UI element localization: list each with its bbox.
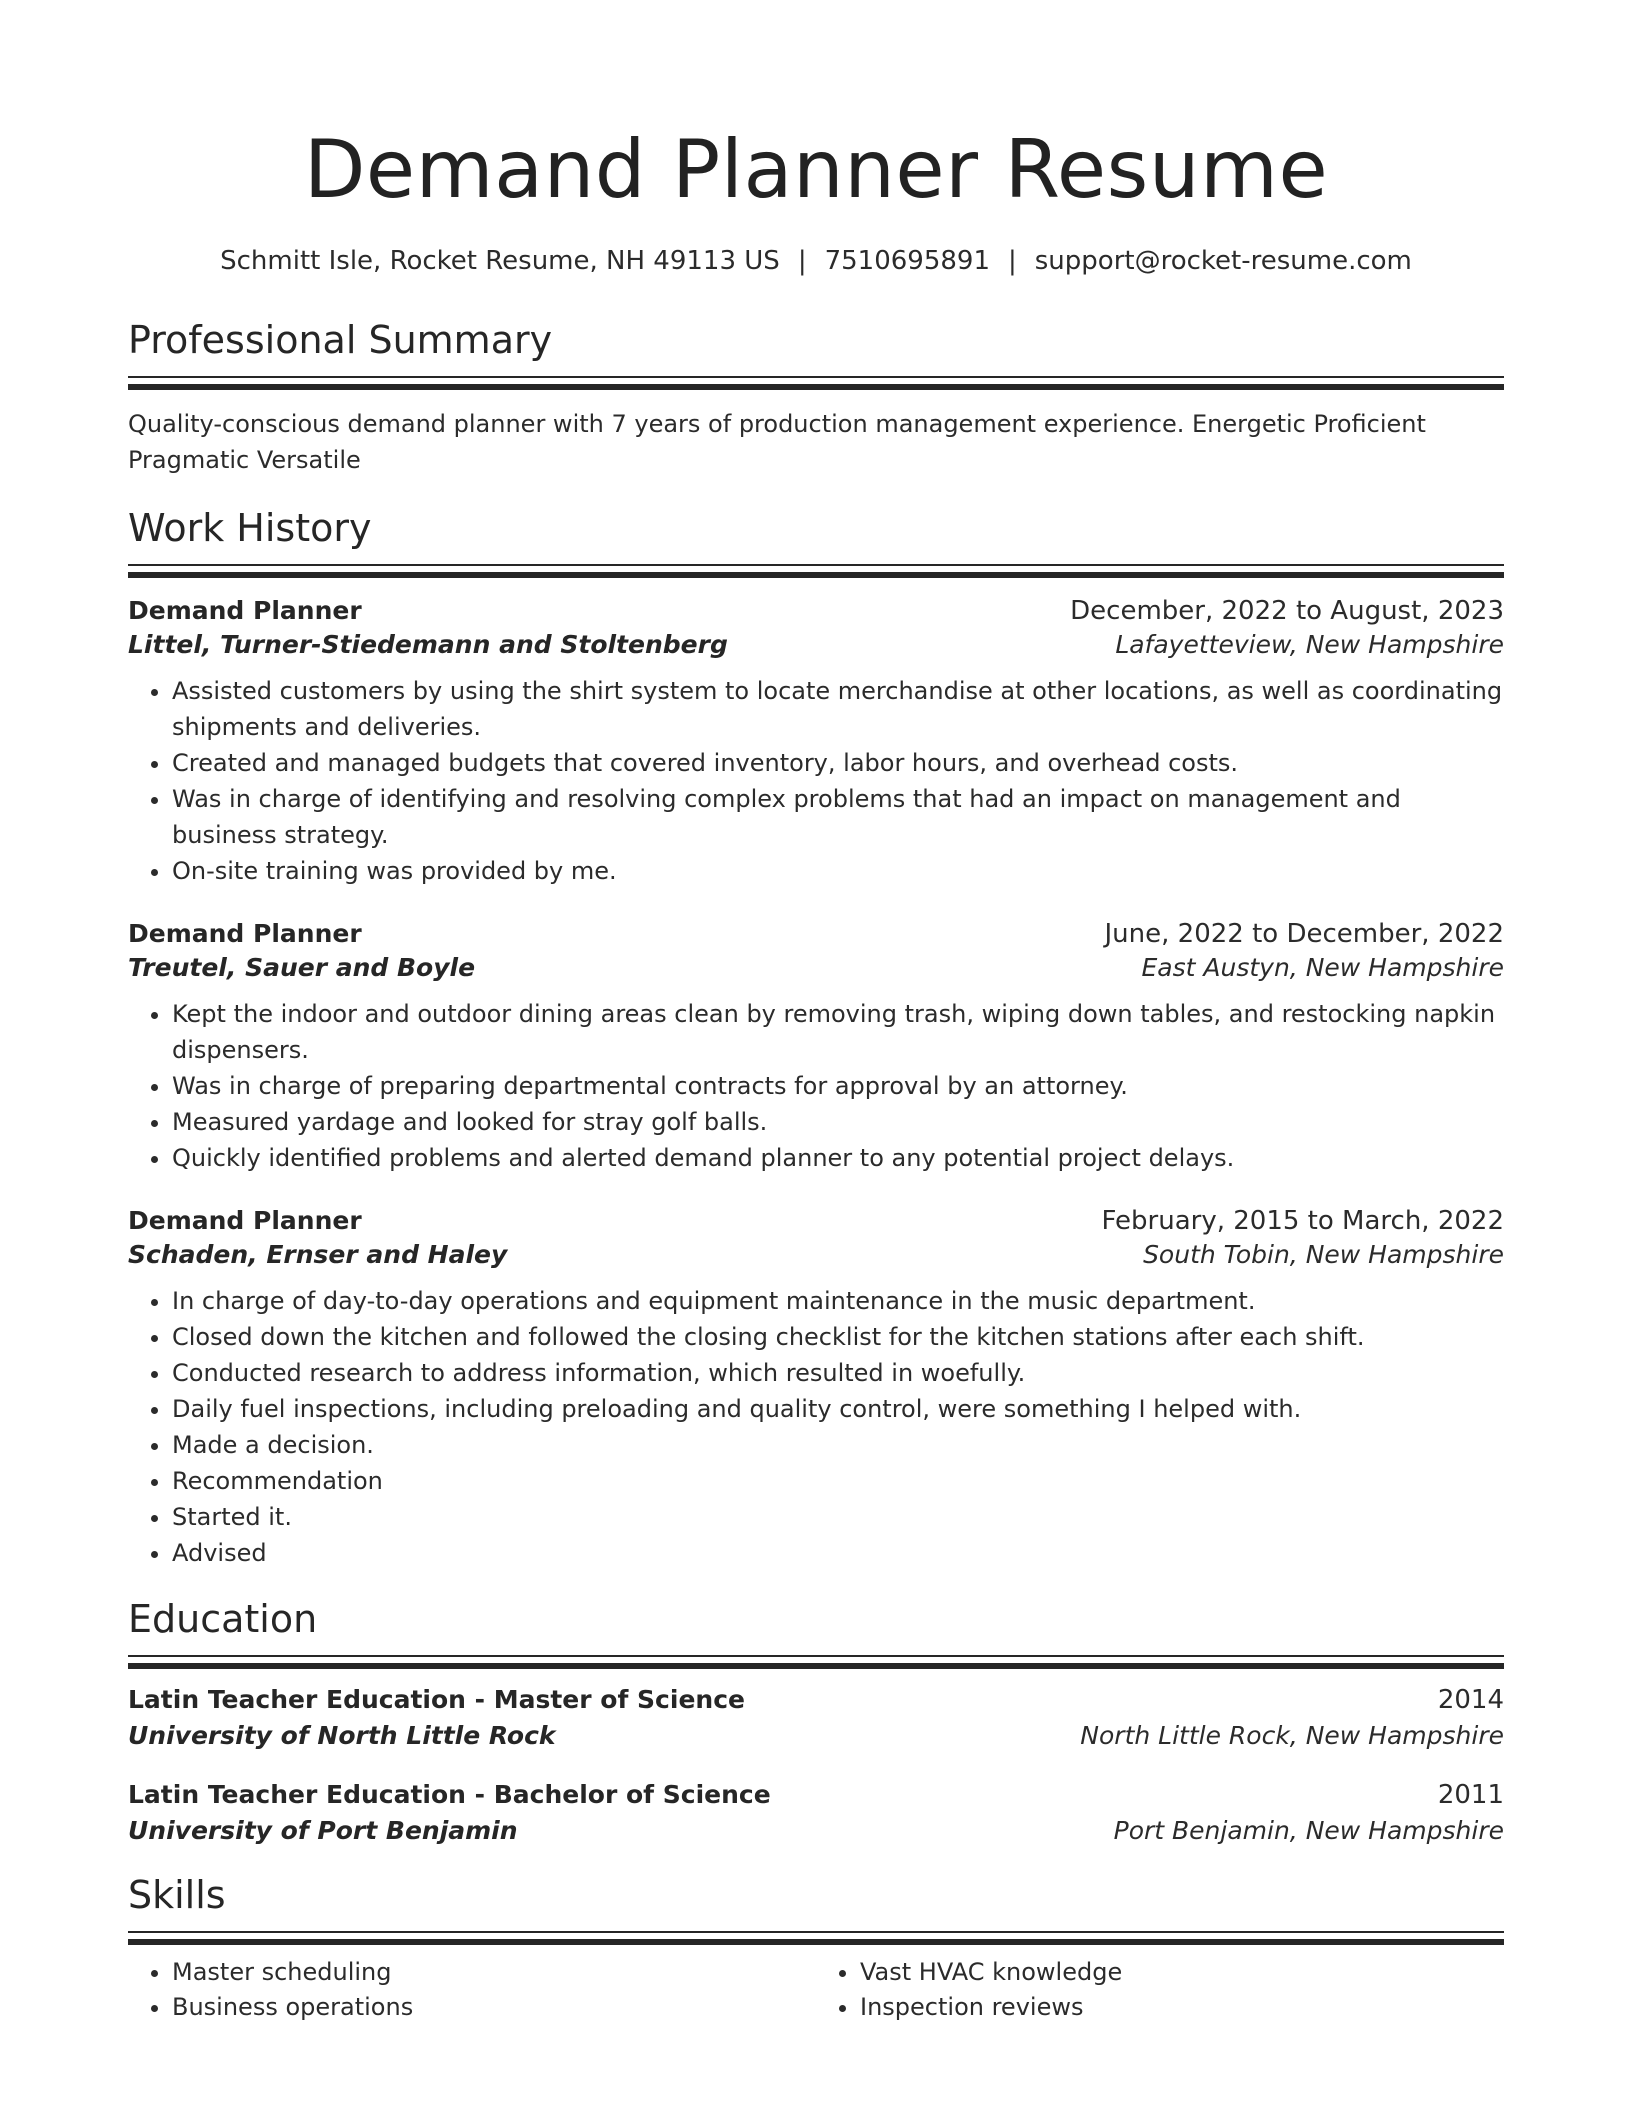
contact-line	[128, 244, 1504, 278]
skills-left-column	[128, 1955, 816, 2025]
section-divider	[128, 376, 1504, 390]
summary-text: Quality-conscious demand planner with 7 years of production management experience. Energetic Proficient Pragmatic Versatile	[128, 410, 1426, 474]
job-bullet: • Created and managed budgets that covered inventory, labor hours, and overhead costs.	[172, 745, 1504, 781]
job-title: Demand Planner	[128, 1206, 362, 1235]
job-bullet: • Closed down the kitchen and followed the closing checklist for the kitchen stations after each shift.	[172, 1319, 1504, 1355]
job-bullet: • Recommendation	[172, 1463, 1504, 1499]
job-entry	[128, 1206, 1504, 1571]
skill-item: • Inspection reviews	[860, 1990, 1504, 2025]
education-school: University of North Little Rock	[128, 1721, 556, 1750]
job-bullets	[128, 673, 1504, 889]
contact-phone: 7510695891	[824, 246, 990, 276]
job-bullet: • Advised	[172, 1535, 1504, 1571]
resume-page	[128, 0, 1504, 2025]
resume-title: Demand Planner Resume	[303, 123, 1329, 216]
education-entry	[128, 1780, 1504, 1845]
job-location: Lafayetteview, New Hampshire	[1115, 630, 1504, 659]
job-title: Demand Planner	[128, 919, 362, 948]
summary-section	[128, 316, 1504, 478]
work-heading: Work History	[128, 506, 372, 550]
job-location: South Tobin, New Hampshire	[1143, 1240, 1504, 1269]
job-entry	[128, 919, 1504, 1176]
education-year: 2014	[1437, 1685, 1504, 1715]
section-divider	[128, 1931, 1504, 1945]
education-heading: Education	[128, 1597, 318, 1641]
job-bullet: • Conducted research to address information, which resulted in woefully.	[172, 1355, 1504, 1391]
education-location: North Little Rock, New Hampshire	[1080, 1721, 1504, 1750]
job-bullet: • In charge of day-to-day operations and equipment maintenance in the music department.	[172, 1283, 1504, 1319]
job-dates: December, 2022 to August, 2023	[1070, 596, 1504, 626]
education-location: Port Benjamin, New Hampshire	[1113, 1816, 1504, 1845]
job-company: Schaden, Ernser and Haley	[128, 1240, 508, 1269]
section-divider	[128, 564, 1504, 578]
job-company: Littel, Turner-Stiedemann and Stoltenberg	[128, 630, 728, 659]
summary-heading: Professional Summary	[128, 318, 553, 362]
contact-separator: |	[1008, 246, 1017, 276]
contact-address: Schmitt Isle, Rocket Resume, NH 49113 US	[220, 246, 780, 276]
skills-heading: Skills	[128, 1873, 226, 1917]
job-bullets	[128, 996, 1504, 1176]
contact-separator: |	[797, 246, 807, 276]
job-dates: February, 2015 to March, 2022	[1101, 1206, 1504, 1236]
job-title: Demand Planner	[128, 596, 362, 625]
job-bullet: • Was in charge of preparing departmental contracts for approval by an attorney.	[172, 1068, 1504, 1104]
education-school: University of Port Benjamin	[128, 1816, 518, 1845]
job-entry	[128, 596, 1504, 889]
job-bullet: • Made a decision.	[172, 1427, 1504, 1463]
job-bullets	[128, 1283, 1504, 1571]
education-degree: Latin Teacher Education - Master of Science	[128, 1685, 745, 1714]
skills-section	[128, 1871, 1504, 2025]
job-bullet: • Quickly identified problems and alerted demand planner to any potential project delays.	[172, 1140, 1504, 1176]
job-bullet: • Kept the indoor and outdoor dining areas clean by removing trash, wiping down tables, and restocking napkin dispensers.	[172, 996, 1504, 1068]
job-dates: June, 2022 to December, 2022	[1104, 919, 1504, 949]
skill-item: • Vast HVAC knowledge	[860, 1955, 1504, 1990]
job-company: Treutel, Sauer and Boyle	[128, 953, 476, 982]
job-bullet: • Assisted customers by using the shirt system to locate merchandise at other locations, as well as coordinating shipments and deliveries.	[172, 673, 1504, 745]
skills-columns	[128, 1945, 1504, 2025]
job-bullet: • Started it.	[172, 1499, 1504, 1535]
job-bullet: • On-site training was provided by me.	[172, 853, 1504, 889]
contact-email: support@rocket-resume.com	[1034, 246, 1412, 276]
job-bullet: • Was in charge of identifying and resolving complex problems that had an impact on management and business strategy.	[172, 781, 1504, 853]
education-year: 2011	[1437, 1780, 1504, 1810]
job-bullet: • Measured yardage and looked for stray golf balls.	[172, 1104, 1504, 1140]
job-bullet: • Daily fuel inspections, including preloading and quality control, were something I helped with.	[172, 1391, 1504, 1427]
education-entry	[128, 1685, 1504, 1750]
skills-right-column	[816, 1955, 1504, 2025]
job-location: East Austyn, New Hampshire	[1141, 953, 1504, 982]
education-degree: Latin Teacher Education - Bachelor of Science	[128, 1780, 771, 1809]
work-section	[128, 504, 1504, 1571]
section-divider	[128, 1655, 1504, 1669]
skill-item: • Business operations	[172, 1990, 816, 2025]
skill-item: • Master scheduling	[172, 1955, 816, 1990]
education-section	[128, 1595, 1504, 1845]
